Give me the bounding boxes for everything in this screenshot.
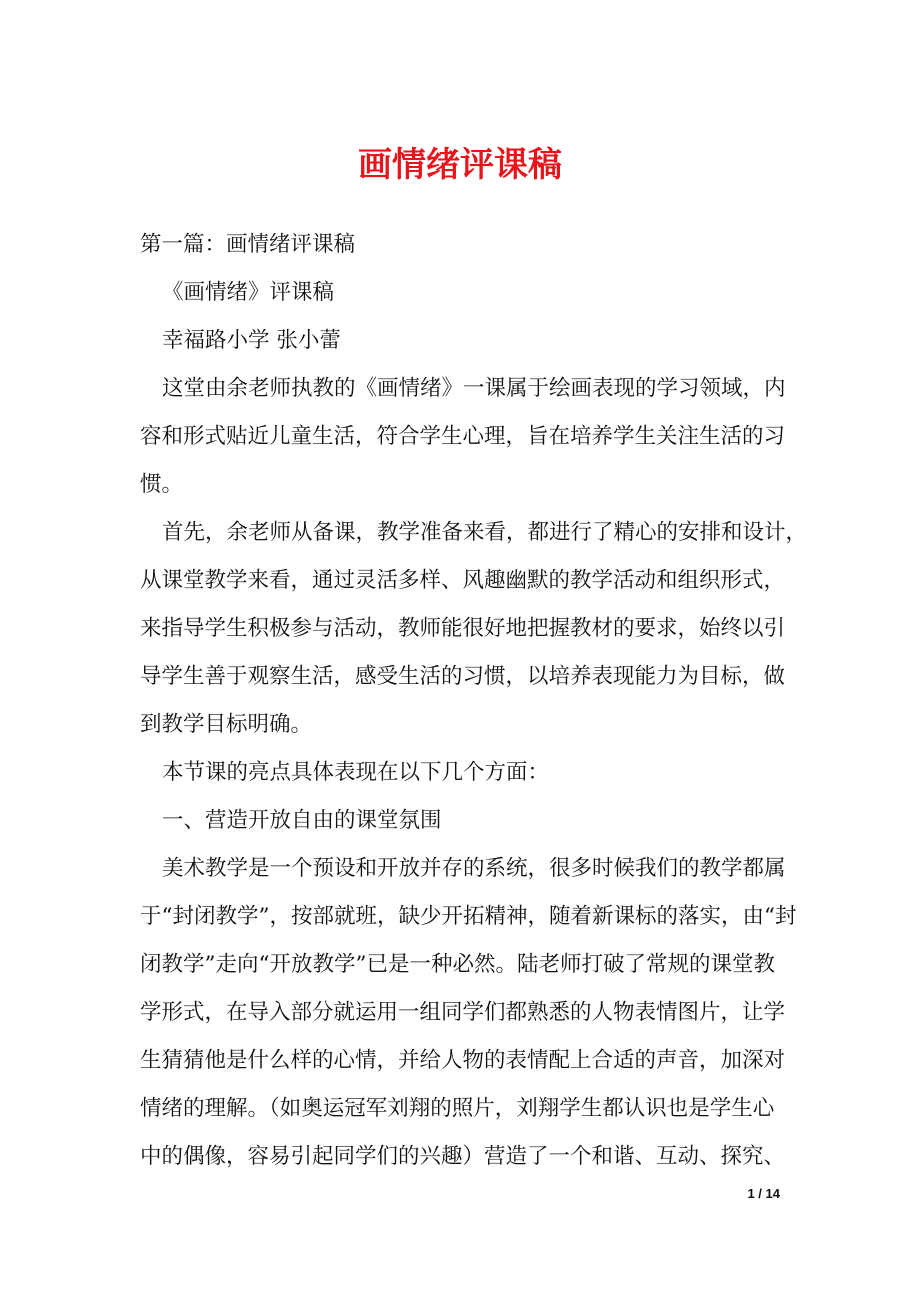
paragraph-line: 导学生善于观察生活，感受生活的习惯，以培养表现能力为目标，做 [140,664,786,689]
paragraph-line: 《画情绪》评课稿 [162,280,335,305]
paragraph-line: 中的偶像，容易引起同学们的兴趣）营造了一个和谐、互动、探究、 [140,1144,786,1169]
paragraph-line: 到教学目标明确。 [140,712,313,737]
paragraph-line: 情绪的理解。（如奥运冠军刘翔的照片，刘翔学生都认识也是学生心 [140,1096,775,1121]
page-number: 1 / 14 [747,1186,780,1201]
paragraph-line: 于“封闭教学”，按部就班，缺少开拓精神，随着新课标的落实，由“封 [140,904,797,929]
document-title: 画情绪评课稿 [358,145,562,185]
paragraph-line: 学形式，在导入部分就运用一组同学们都熟悉的人物表情图片，让学 [140,1000,786,1025]
paragraph-line: 来指导学生积极参与活动，教师能很好地把握教材的要求，始终以引 [140,616,786,641]
paragraph-line: 从课堂教学来看，通过灵活多样、风趣幽默的教学活动和组织形式， [140,568,786,593]
paragraph-line: 美术教学是一个预设和开放并存的系统，很多时候我们的教学都属 [162,856,786,881]
paragraph-line: 这堂由余老师执教的《画情绪》一课属于绘画表现的学习领域，内 [162,376,786,401]
paragraph-line: 生猜猜他是什么样的心情，并给人物的表情配上合适的声音，加深对 [140,1048,786,1073]
paragraph-line: 本节课的亮点具体表现在以下几个方面： [162,760,550,785]
paragraph-line: 首先，余老师从备课，教学准备来看，都进行了精心的安排和设计， [162,520,808,545]
paragraph-line: 第一篇：画情绪评课稿 [140,232,356,257]
paragraph-line: 容和形式贴近儿童生活，符合学生心理，旨在培养学生关注生活的习 [140,424,786,449]
paragraph-line: 幸福路小学 张小蕾 [162,328,341,353]
paragraph-line: 惯。 [140,472,184,497]
paragraph-line: 闭教学”走向“开放教学”已是一种必然。陆老师打破了常规的课堂教 [140,952,775,977]
section-heading: 一、营造开放自由的课堂氛围 [162,808,442,833]
document-body [140,221,808,1181]
